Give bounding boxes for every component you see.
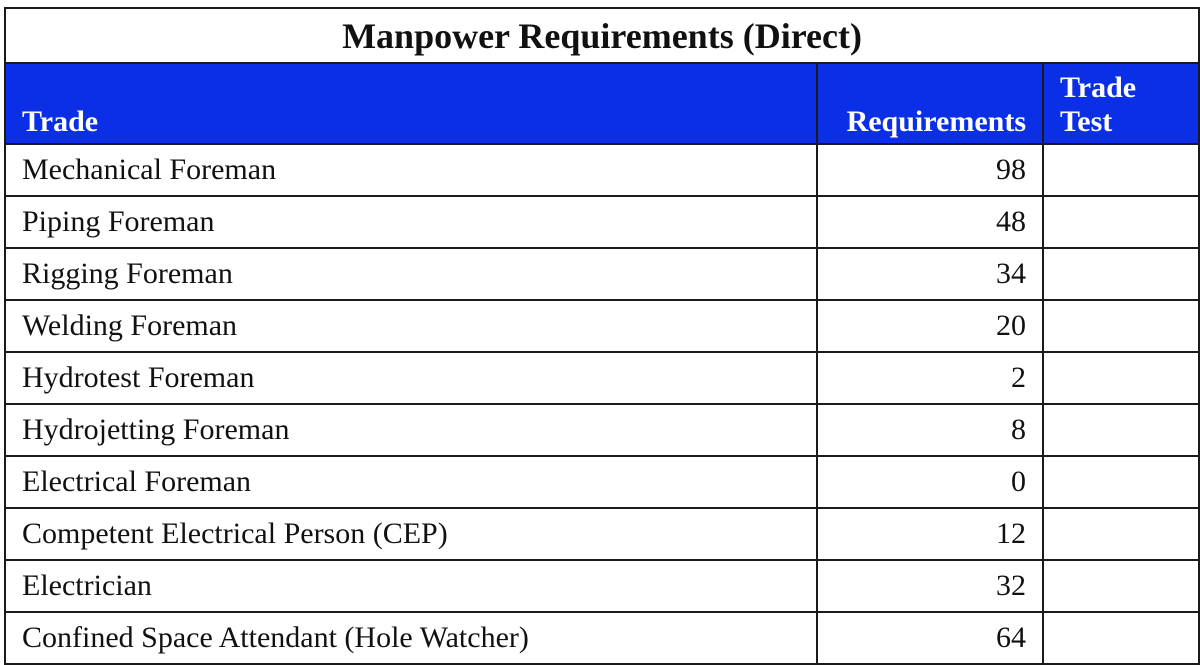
trade-cell: Piping Foreman xyxy=(5,196,817,248)
trade-cell: Rigging Foreman xyxy=(5,248,817,300)
requirements-cell: 12 xyxy=(817,508,1043,560)
trade-test-cell xyxy=(1043,248,1199,300)
trade-test-cell xyxy=(1043,612,1199,664)
manpower-table xyxy=(4,7,1200,665)
table-row xyxy=(5,612,1199,664)
requirements-cell: 98 xyxy=(817,144,1043,196)
requirements-cell: 0 xyxy=(817,456,1043,508)
table-row xyxy=(5,456,1199,508)
requirements-cell: 64 xyxy=(817,612,1043,664)
requirements-cell: 20 xyxy=(817,300,1043,352)
requirements-cell: 34 xyxy=(817,248,1043,300)
table-row xyxy=(5,508,1199,560)
trade-test-cell xyxy=(1043,352,1199,404)
trade-test-cell xyxy=(1043,144,1199,196)
trade-cell: Mechanical Foreman xyxy=(5,144,817,196)
trade-cell: Welding Foreman xyxy=(5,300,817,352)
header-trade: Trade xyxy=(5,63,817,144)
table-row xyxy=(5,248,1199,300)
trade-test-cell xyxy=(1043,404,1199,456)
trade-test-cell xyxy=(1043,560,1199,612)
requirements-cell: 8 xyxy=(817,404,1043,456)
trade-test-cell xyxy=(1043,300,1199,352)
trade-cell: Electrician xyxy=(5,560,817,612)
header-row xyxy=(5,63,1199,144)
header-trade-test xyxy=(1043,63,1199,144)
trade-cell: Hydrojetting Foreman xyxy=(5,404,817,456)
table-row xyxy=(5,196,1199,248)
trade-cell: Hydrotest Foreman xyxy=(5,352,817,404)
header-trade-test-line2: Test xyxy=(1060,105,1113,138)
header-requirements: Requirements xyxy=(817,63,1043,144)
table-row xyxy=(5,300,1199,352)
requirements-cell: 2 xyxy=(817,352,1043,404)
requirements-cell: 32 xyxy=(817,560,1043,612)
trade-test-cell xyxy=(1043,508,1199,560)
trade-test-cell xyxy=(1043,196,1199,248)
table-row xyxy=(5,404,1199,456)
table-body xyxy=(5,144,1199,664)
trade-cell: Competent Electrical Person (CEP) xyxy=(5,508,817,560)
requirements-cell: 48 xyxy=(817,196,1043,248)
table-row xyxy=(5,352,1199,404)
table-row xyxy=(5,144,1199,196)
table-row xyxy=(5,560,1199,612)
trade-test-cell xyxy=(1043,456,1199,508)
header-trade-test-line1: Trade xyxy=(1060,71,1137,104)
table-title: Manpower Requirements (Direct) xyxy=(5,8,1199,63)
trade-cell: Electrical Foreman xyxy=(5,456,817,508)
title-row xyxy=(5,8,1199,63)
trade-cell: Confined Space Attendant (Hole Watcher) xyxy=(5,612,817,664)
